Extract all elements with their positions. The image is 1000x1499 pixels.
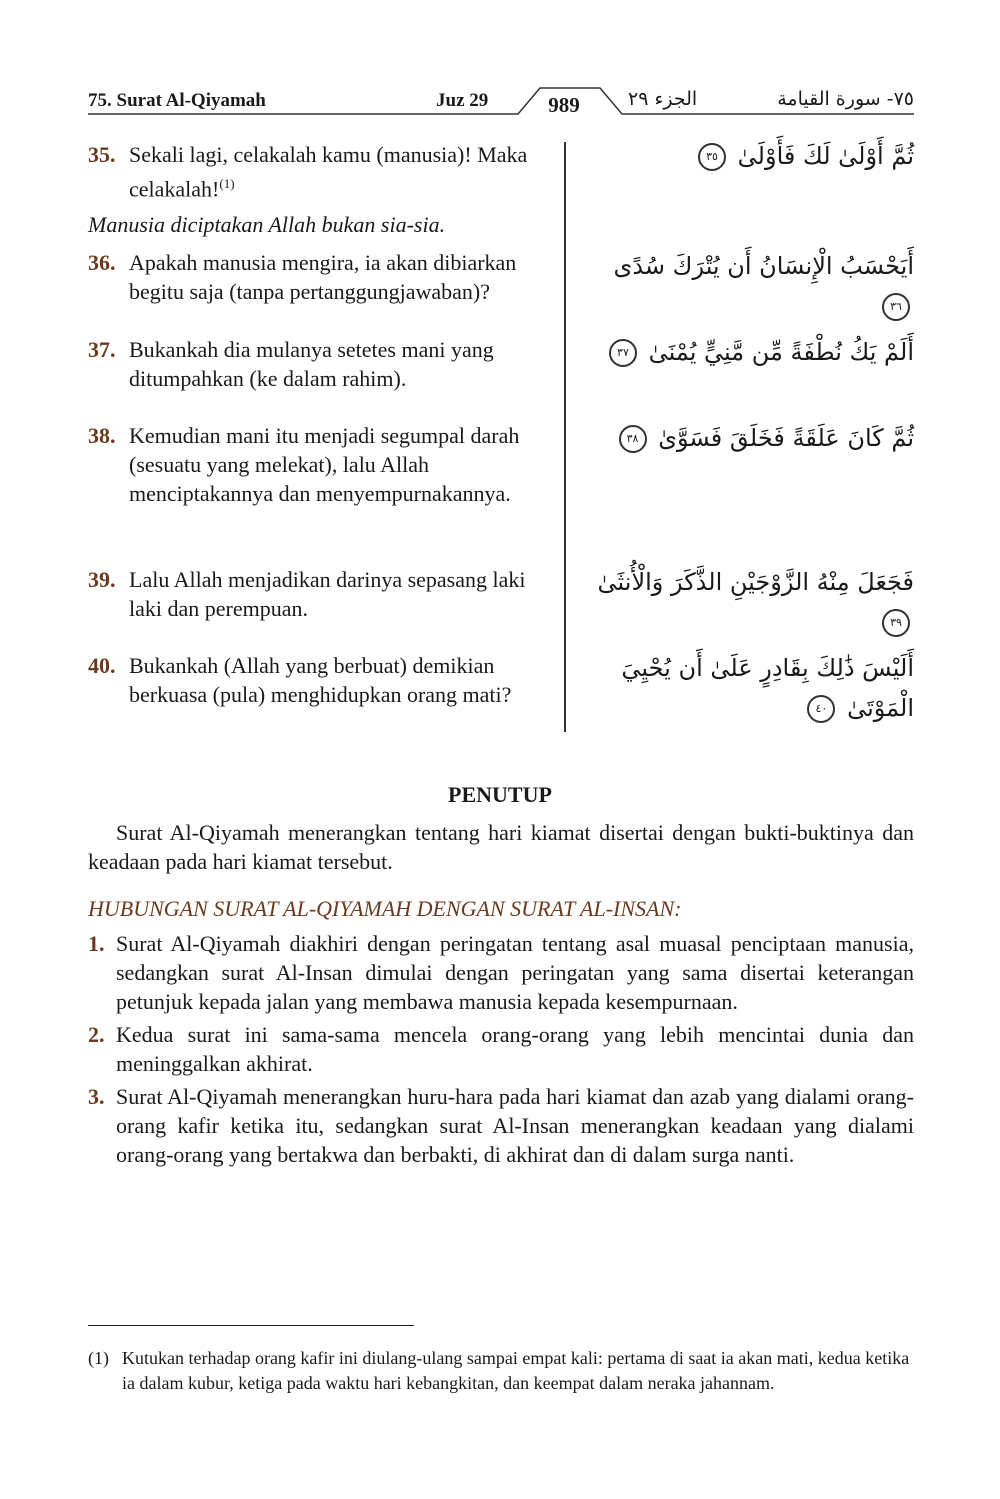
page-number: 989 [548,93,580,117]
arabic-text: أَلَيْسَ ذَٰلِكَ بِقَادِرٍ عَلَىٰ أَن يُحْيِيَ الْمَوْتَىٰ [621,654,914,722]
verse-number: 38. [88,423,116,448]
footnote-text: Kutukan terhadap orang kafir ini diulang-ulang sampai empat kali: pertama di saat ia akan mati, kedua ketika ia dalam kubur, ketiga pada waktu hari kebangkitan, dan keempat dalam neraka jahannam. [122,1348,910,1393]
verse-number: 36. [88,250,116,275]
ayah-end-marker: ٣٦ [882,293,910,321]
arabic-text: أَيَحْسَبُ الْإِنسَانُ أَن يُتْرَكَ سُدًى [613,252,914,280]
hubungan-heading: HUBUNGAN SURAT AL-QIYAMAH DENGAN SURAT AL-INSAN: [88,896,682,921]
verse-text: Bukankah (Allah yang berbuat) demikian berkuasa (pula) menghidupkan orang mati? [129,653,512,707]
verse-translation-40 [88,651,558,709]
verse-number: 37. [88,337,116,362]
arabic-text: أَلَمْ يَكُ نُطْفَةً مِّن مَّنِيٍّ يُمْنَىٰ [648,338,914,366]
header-surah-title: 75. Surat Al-Qiyamah [88,90,266,111]
page-header [88,84,914,124]
verse-number: 40. [88,653,116,678]
verse-translation-39 [88,565,558,623]
verse-translation-38 [88,421,558,508]
header-arabic-surah: ٧٥- سورة القيامة [777,88,914,110]
verse-number: 35. [88,142,116,167]
header-juz: Juz 29 [436,90,489,111]
verse-translation-36 [88,248,558,306]
verse-arabic-38 [584,418,914,458]
penutup-paragraph: Surat Al-Qiyamah menerangkan tentang hari kiamat disertai dengan bukti-buktinya dan keadaan pada hari kiamat tersebut. [88,820,914,874]
hubungan-list-item [88,1020,914,1078]
verse-text: Bukankah dia mulanya setetes mani yang ditumpahkan (ke dalam rahim). [129,337,494,391]
verse-text: Apakah manusia mengira, ia akan dibiarkan begitu saja (tanpa pertanggungjawaban)? [129,250,517,304]
footnote-number: (1) [88,1348,109,1368]
column-divider [564,142,566,732]
list-item-text: Kedua surat ini sama-sama mencela orang-orang yang lebih mencintai dunia dan meninggalkan akhirat. [116,1022,914,1076]
verse-arabic-39 [584,562,914,642]
verse-text: Kemudian mani itu menjadi segumpal darah (sesuatu yang melekat), lalu Allah menciptakannya dan menyempurnakannya. [129,423,520,506]
list-item-text: Surat Al-Qiyamah diakhiri dengan peringatan tentang asal muasal penciptaan manusia, sedangkan surat Al-Insan dimulai dengan peringatan yang sama disertai keterangan petunjuk kepada jalan yang membawa manusia kepada kesempurnaan. [116,931,914,1014]
hubungan-list-item [88,1082,914,1169]
list-number: 2. [88,1022,105,1047]
footnote-mark[interactable]: (1) [219,176,235,191]
verse-text: Lalu Allah menjadikan darinya sepasang laki laki dan perempuan. [129,567,526,621]
list-number: 3. [88,1084,105,1109]
arabic-text: ثُمَّ كَانَ عَلَقَةً فَخَلَقَ فَسَوَّىٰ [658,424,914,452]
footnote [88,1346,914,1396]
ayah-end-marker: ٣٧ [609,339,637,367]
list-item-text: Surat Al-Qiyamah menerangkan huru-hara pada hari kiamat dan azab yang dialami orang-orang kafir ketika itu, sedangkan surat Al-Insan menerangkan keadaan yang dialami orang-orang yang bertakwa dan berbakti, di akhirat dan di dalam surga nanti. [116,1084,914,1167]
hubungan-list-item [88,929,914,1016]
verse-translation-35 [88,140,558,203]
penutup-heading: PENUTUP [448,782,552,807]
verse-number: 39. [88,567,116,592]
verse-arabic-35 [584,136,914,176]
ayah-end-marker: ٣٥ [698,143,726,171]
ayah-end-marker: ٤٠ [807,695,835,723]
section-subheading: Manusia diciptakan Allah bukan sia-sia. [88,212,446,237]
arabic-text: فَجَعَلَ مِنْهُ الزَّوْجَيْنِ الذَّكَرَ وَالْأُنثَىٰ [597,568,914,596]
list-number: 1. [88,931,105,956]
verse-arabic-36 [584,246,914,326]
header-arabic-juz: الجزء ٢٩ [628,88,698,110]
ayah-end-marker: ٣٨ [619,425,647,453]
verse-text: Sekali lagi, celakalah kamu (manusia)! Maka celakalah! [129,142,528,202]
verse-arabic-40 [584,648,914,728]
verse-translation-37 [88,335,558,393]
verse-arabic-37 [584,332,914,372]
footnote-rule [88,1325,414,1326]
arabic-text: ثُمَّ أَوْلَىٰ لَكَ فَأَوْلَىٰ [737,142,914,170]
ayah-end-marker: ٣٩ [882,609,910,637]
